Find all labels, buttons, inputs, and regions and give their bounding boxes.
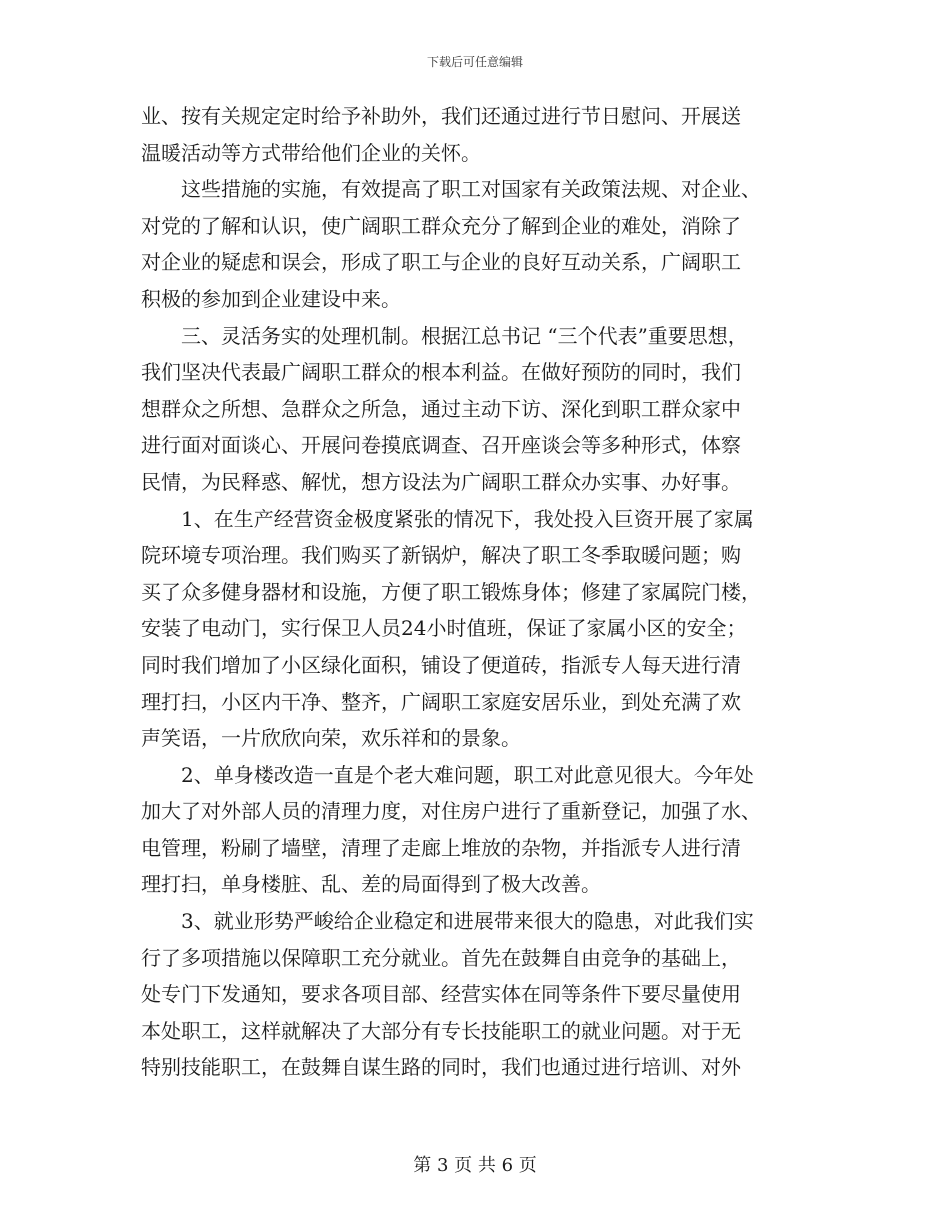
text-line: 2、单身楼改造一直是个老大难问题，职工对此意见很大。今年处 bbox=[181, 762, 754, 787]
text-line: 行了多项措施以保障职工充分就业。首先在鼓舞自由竞争的基础上， bbox=[141, 945, 741, 970]
text-line: 理打扫，小区内干净、整齐，广阔职工家庭安居乐业，到处充满了欢 bbox=[141, 689, 741, 714]
text-line: 理打扫，单身楼脏、乱、差的局面得到了极大改善。 bbox=[141, 872, 601, 897]
text-line: 业、按有关规定定时给予补助外，我们还通过进行节日慰问、开展送 bbox=[141, 104, 741, 128]
text-line: 声笑语，一片欣欣向荣，欢乐祥和的景象。 bbox=[141, 726, 521, 751]
text-line: 处专门下发通知，要求各项目部、经营实体在同等条件下要尽量使用 bbox=[141, 982, 741, 1007]
text-line: 三、灵活务实的处理机制。根据江总书记 “三个代表”重要思想， bbox=[181, 323, 748, 348]
text-line: 进行面对面谈心、开展问卷摸底调查、召开座谈会等多种形式，体察 bbox=[141, 433, 741, 458]
text-line: 3、就业形势严峻给企业稳定和进展带来很大的隐患，对此我们实 bbox=[181, 909, 754, 934]
text-line: 加大了对外部人员的清理力度，对住房户进行了重新登记，加强了水、 bbox=[141, 799, 761, 824]
text-line: 我们坚决代表最广阔职工群众的根本利益。在做好预防的同时，我们 bbox=[141, 360, 741, 385]
text-line: 安装了电动门，实行保卫人员24小时值班，保证了家属小区的安全； bbox=[141, 616, 747, 641]
page-header-note: 下载后可任意编辑 bbox=[426, 55, 523, 69]
text-line: 买了众多健身器材和设施，方便了职工锻炼身体；修建了家属院门楼， bbox=[141, 579, 761, 604]
text-line: 对党的了解和认识，使广阔职工群众充分了解到企业的难处，消除了 bbox=[141, 213, 741, 238]
text-line: 电管理，粉刷了墙壁，清理了走廊上堆放的杂物，并指派专人进行清 bbox=[141, 835, 741, 860]
text-line: 想群众之所想、急群众之所急，通过主动下访、深化到职工群众家中 bbox=[141, 396, 741, 421]
text-line: 院环境专项治理。我们购买了新锅炉，解决了职工冬季取暖问题；购 bbox=[141, 543, 741, 568]
text-line: 特别技能职工，在鼓舞自谋生路的同时，我们也通过进行培训、对外 bbox=[141, 1055, 741, 1080]
text-line: 温暖活动等方式带给他们企业的关怀。 bbox=[141, 140, 481, 165]
text-line: 本处职工，这样就解决了大部分有专长技能职工的就业问题。对于无 bbox=[141, 1018, 741, 1043]
text-line: 1、在生产经营资金极度紧张的情况下，我处投入巨资开展了家属 bbox=[181, 506, 754, 531]
document-body bbox=[141, 98, 811, 1086]
text-line: 同时我们增加了小区绿化面积，铺设了便道砖，指派专人每天进行清 bbox=[141, 652, 741, 677]
text-line: 对企业的疑虑和误会，形成了职工与企业的良好互动关系，广阔职工 bbox=[141, 250, 741, 275]
text-line: 积极的参加到企业建设中来。 bbox=[141, 286, 401, 311]
text-line: 这些措施的实施，有效提高了职工对国家有关政策法规、对企业、 bbox=[181, 177, 761, 202]
page-number: 第 3 页 共 6 页 bbox=[413, 1155, 537, 1176]
text-line: 民情，为民释惑、解忧，想方设法为广阔职工群众办实事、办好事。 bbox=[141, 469, 741, 494]
